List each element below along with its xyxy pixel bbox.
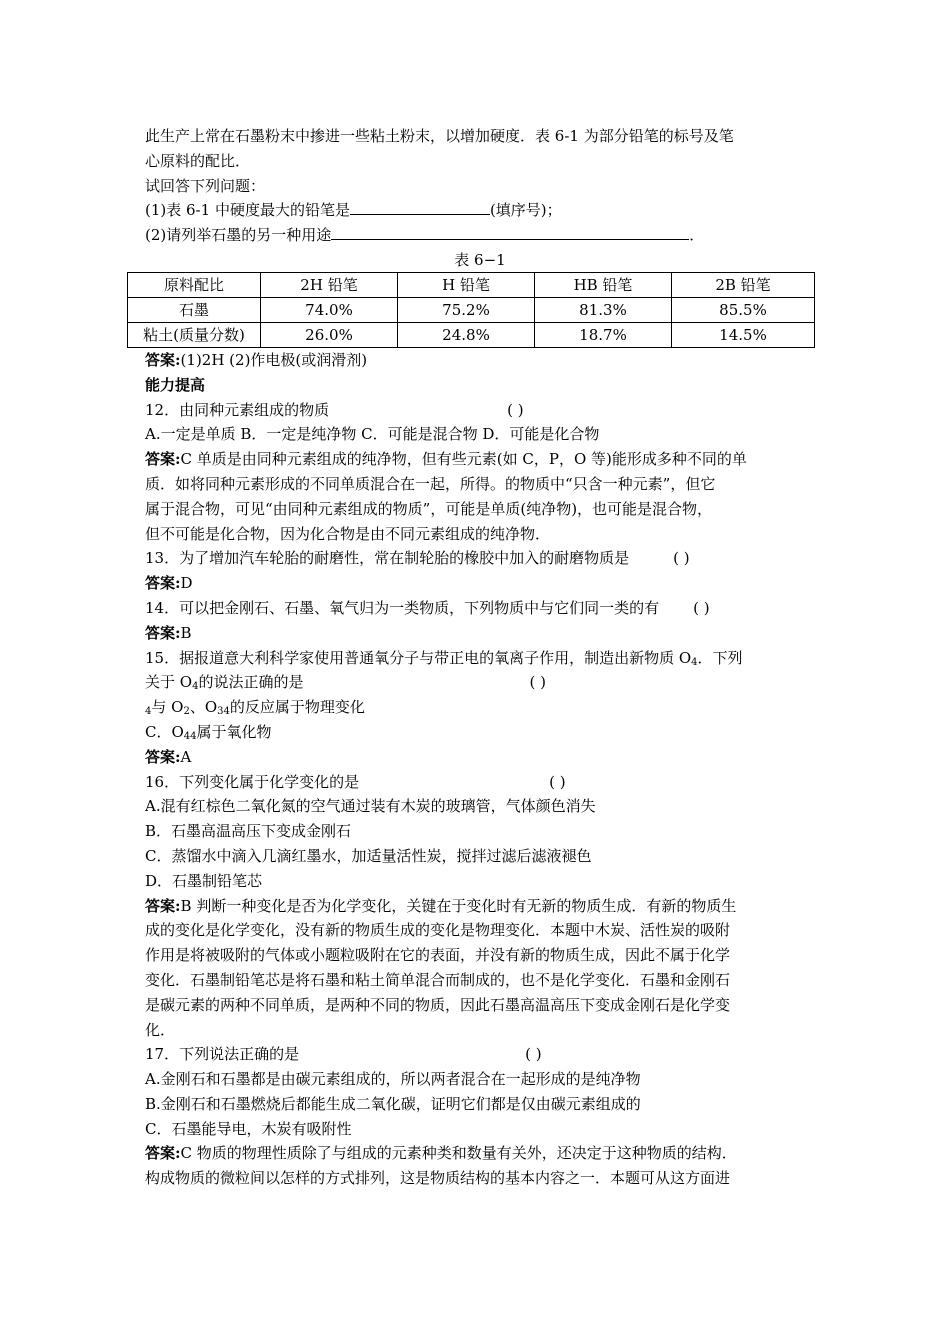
answer-11 xyxy=(145,348,815,373)
answer-label: 答案: xyxy=(145,450,181,469)
answer-16-line-5: 是碳元素的两种不同单质，是两种不同的物质，因此石墨高温高压下变成金刚石是化学变 xyxy=(145,995,731,1014)
question-17 xyxy=(145,1042,815,1067)
answer-label: 答案: xyxy=(145,896,181,915)
answer-label: 答案: xyxy=(145,747,181,766)
table-header-cell: H 铅笔 xyxy=(398,272,535,297)
question-11-1 xyxy=(145,198,815,223)
question-stem: 关于 O xyxy=(145,673,193,692)
question-16-option-b: B．石墨高温高压下变成金刚石 xyxy=(145,822,352,841)
question-stem: 15．据报道意大利科学家使用普通氧分子与带正电的氧离子作用，制造出新物质 O xyxy=(145,648,692,667)
answer-text: (1)2H (2)作电极(或润滑剂) xyxy=(180,350,368,369)
table-cell: 26.0% xyxy=(261,322,398,347)
question-16 xyxy=(145,770,815,795)
question-stem: 14．可以把金刚石、石墨、氧气归为一类物质，下列物质中与它们同一类的有 xyxy=(145,598,660,617)
table-header-row xyxy=(128,272,815,297)
answer-16-line-2: 成的变化是化学变化，没有新的物质生成的变化是物理变化．本题中木炭、活性炭的吸附 xyxy=(145,921,731,940)
table-cell: 81.3% xyxy=(535,297,672,322)
option-text: 与 O xyxy=(151,698,184,717)
subscript: 44 xyxy=(183,730,197,742)
answer-label: 答案: xyxy=(145,350,181,369)
answer-13 xyxy=(145,571,815,596)
q2-end: ． xyxy=(689,226,705,245)
intro-line-1: 此生产上常在石墨粉末中掺进一些粘土粉末，以增加硬度．表 6-1 为部分铅笔的标号及笔 xyxy=(145,127,734,145)
answer-paren: ( ) xyxy=(507,400,524,419)
table-caption: 表 6−1 xyxy=(454,250,506,269)
subscript: 2 xyxy=(183,706,190,718)
section-title: 能力提高 xyxy=(145,375,206,394)
question-17-option-b: B.金刚石和石墨燃烧后都能生成二氧化碳，证明它们都是仅由碳元素组成的 xyxy=(145,1094,641,1113)
table-header-cell: 原料配比 xyxy=(128,272,261,297)
document-page xyxy=(145,124,815,1191)
answer-paren: ( ) xyxy=(693,598,710,617)
pencil-ratio-table xyxy=(127,272,815,348)
table-header-cell: HB 铅笔 xyxy=(535,272,672,297)
table-row xyxy=(128,322,815,347)
intro-line-3: 试回答下列问题： xyxy=(145,176,266,195)
question-15-line-1 xyxy=(145,646,815,671)
question-16-option-d: D．石墨制铅笔芯 xyxy=(145,871,263,890)
option-text: 的反应属于物理变化 xyxy=(229,698,365,717)
question-16-option-c: C．蒸馏水中滴入几滴红墨水，加适量活性炭，搅拌过滤后滤液褪色 xyxy=(145,846,592,865)
answer-paren: ( ) xyxy=(549,772,566,791)
question-12-options: A.一定是单质 B．一定是纯净物 C．可能是混合物 D．可能是化合物 xyxy=(145,425,600,444)
answer-16-line-4: 变化．石墨制铅笔芯是将石墨和粘土简单混合而制成的，也不是化学变化．石墨和金刚石 xyxy=(145,970,731,989)
question-15-option xyxy=(145,695,815,720)
answer-paren: ( ) xyxy=(673,549,690,568)
q2-text: (2)请列举石墨的另一种用途 xyxy=(145,226,332,245)
subscript: 4 xyxy=(192,681,199,693)
table-cell: 74.0% xyxy=(261,297,398,322)
answer-blank xyxy=(331,223,689,240)
subscript: 4 xyxy=(145,706,152,718)
answer-12-line-3: 属于混合物，可见“由同种元素组成的物质”，可能是单质(纯净物)，也可能是混合物， xyxy=(145,499,713,518)
answer-text: A xyxy=(180,747,192,766)
question-stem-end: ．下列 xyxy=(697,648,743,667)
answer-paren: ( ) xyxy=(525,1045,542,1064)
subscript: 34 xyxy=(217,706,230,718)
answer-text: B xyxy=(180,623,192,642)
answer-12-line-1 xyxy=(145,447,815,472)
table-cell: 18.7% xyxy=(535,322,672,347)
table-cell: 石墨 xyxy=(128,297,261,322)
question-17-option-c: C．石墨能导电，木炭有吸附性 xyxy=(145,1119,352,1138)
question-16-option-a: A.混有红棕色二氧化氮的空气通过装有木炭的玻璃管，气体颜色消失 xyxy=(145,797,596,816)
intro-line-2: 心原料的配比． xyxy=(145,151,251,170)
question-stem-end: 的说法正确的是 xyxy=(198,673,304,692)
subscript: 4 xyxy=(691,656,698,668)
table-cell: 85.5% xyxy=(672,297,815,322)
q1-text: (1)表 6-1 中硬度最大的铅笔是 xyxy=(145,201,350,220)
answer-16-line-6: 化． xyxy=(145,1020,176,1039)
table-header-cell: 2H 铅笔 xyxy=(261,272,398,297)
question-11-2 xyxy=(145,223,815,248)
answer-blank xyxy=(350,198,490,215)
table-header-cell: 2B 铅笔 xyxy=(672,272,815,297)
answer-12-line-2: 质．如将同种元素形成的不同单质混合在一起，所得。的物质中“只含一种元素”，但它 xyxy=(145,474,716,493)
answer-14 xyxy=(145,621,815,646)
answer-text: B 判断一种变化是否为化学变化，关键在于变化时有无新的物质生成．有新的物质生 xyxy=(180,896,737,915)
answer-17-line-2: 构成物质的微粒间以怎样的方式排列，这是物质结构的基本内容之一．本题可从这方面进 xyxy=(145,1169,731,1188)
question-17-option-a: A.金刚石和石墨都是由碳元素组成的，所以两者混合在一起形成的是纯净物 xyxy=(145,1070,641,1089)
question-stem: 13．为了增加汽车轮胎的耐磨性，常在制轮胎的橡胶中加入的耐磨物质是 xyxy=(145,549,630,568)
option-text: C．O xyxy=(145,722,184,741)
answer-15 xyxy=(145,745,815,770)
table-row xyxy=(128,297,815,322)
answer-paren: ( ) xyxy=(529,673,546,692)
question-stem: 16．下列变化属于化学变化的是 xyxy=(145,772,360,791)
table-cell: 粘土(质量分数) xyxy=(128,322,261,347)
table-cell: 24.8% xyxy=(398,322,535,347)
answer-label: 答案: xyxy=(145,623,181,642)
answer-16-line-3: 作用是将被吸附的气体或小题粒吸附在它的表面，并没有新的物质生成，因此不属于化学 xyxy=(145,946,731,965)
table-cell: 75.2% xyxy=(398,297,535,322)
answer-12-line-4: 但不可能是化合物，因为化合物是由不同元素组成的纯净物． xyxy=(145,524,551,543)
question-12 xyxy=(145,398,815,423)
answer-17-line-1 xyxy=(145,1141,815,1166)
answer-label: 答案: xyxy=(145,574,181,593)
question-stem: 17．下列说法正确的是 xyxy=(145,1045,300,1064)
question-13 xyxy=(145,546,815,571)
option-text: 属于氧化物 xyxy=(196,722,272,741)
option-text: 、O xyxy=(189,698,218,717)
question-stem: 12．由同种元素组成的物质 xyxy=(145,400,330,419)
question-15-line-2 xyxy=(145,670,815,695)
question-14 xyxy=(145,596,815,621)
q1-suffix: (填序号)； xyxy=(489,201,562,220)
answer-label: 答案: xyxy=(145,1144,181,1163)
answer-text: C 单质是由同种元素组成的纯净物，但有些元素(如 C，P，O 等)能形成多种不同的单 xyxy=(180,450,747,469)
answer-text: C 物质的物理性质除了与组成的元素种类和数量有关外，还决定于这种物质的结构． xyxy=(180,1144,737,1163)
answer-text: D xyxy=(180,574,193,593)
table-cell: 14.5% xyxy=(672,322,815,347)
question-15-option-c xyxy=(145,720,815,745)
answer-16-line-1 xyxy=(145,894,815,919)
